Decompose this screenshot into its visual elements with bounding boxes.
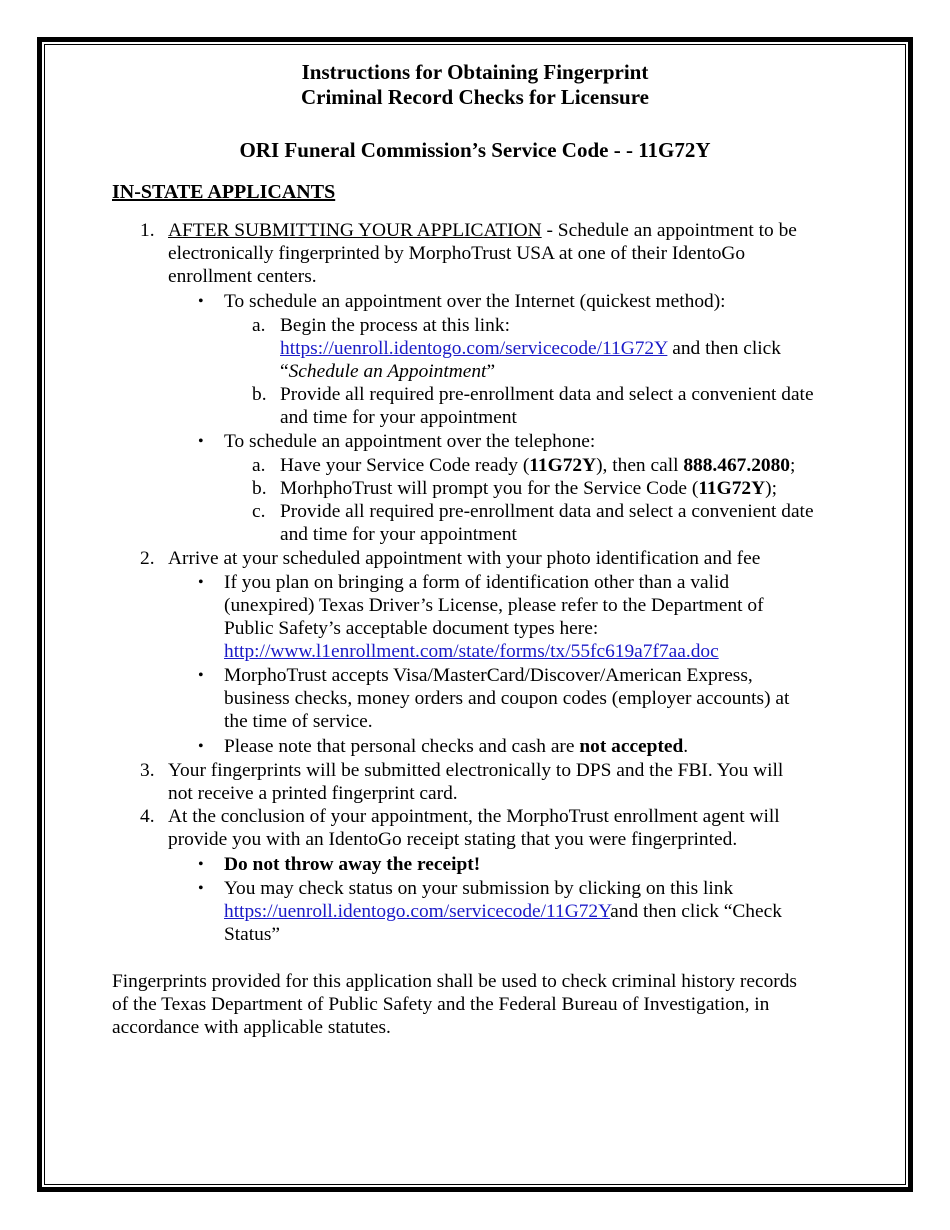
subitem-internet-b-line2: and time for your appointment: [280, 407, 517, 428]
bullet-internet: To schedule an appointment over the Internet (quickest method):: [224, 291, 726, 312]
bullet-check-status-line3: Status”: [224, 924, 281, 945]
subitem-phone-b: MorhphoTrust will prompt you for the Service Code (11G72Y);: [280, 478, 777, 499]
subitem-letter: a.: [252, 315, 266, 336]
step-number: 1.: [140, 220, 155, 241]
step-number: 3.: [140, 760, 155, 781]
step-2-line1: Arrive at your scheduled appointment with your photo identification and fee: [168, 548, 761, 569]
step-4-line2: provide you with an IdentoGo receipt stating that you were fingerprinted.: [168, 829, 738, 850]
subitem-letter: c.: [252, 501, 266, 522]
subitem-internet-a-line2: https://uenroll.identogo.com/servicecode/11G72Y and then click: [280, 338, 781, 359]
subitem-internet-a-line3: “Schedule an Appointment”: [280, 361, 496, 382]
service-code: 11G72Y: [698, 478, 766, 499]
subitem-phone-c-line1: Provide all required pre-enrollment data and select a convenient date: [280, 501, 814, 522]
section-heading-in-state: IN-STATE APPLICANTS: [112, 181, 336, 203]
bullet-icon: •: [198, 880, 204, 897]
step-3-line1: Your fingerprints will be submitted electronically to DPS and the FBI. You will: [168, 760, 784, 781]
step-4-line1: At the conclusion of your appointment, the MorphoTrust enrollment agent will: [168, 806, 780, 827]
bullet-id-line4: [224, 640, 719, 663]
service-code-heading: ORI Funeral Commission’s Service Code - - 11G72Y: [239, 138, 711, 162]
bullet-icon: •: [198, 856, 204, 873]
bullet-icon: •: [198, 667, 204, 684]
bullet-check-status-line2: https://uenroll.identogo.com/servicecode/11G72Yand then click “Check: [224, 901, 782, 922]
footer-line1: Fingerprints provided for this application shall be used to check criminal history records: [112, 971, 797, 992]
bullet-payment-line3: the time of service.: [224, 711, 373, 732]
bullet-payment-line1: MorphoTrust accepts Visa/MasterCard/Discover/American Express,: [224, 665, 753, 686]
bullet-icon: •: [198, 574, 204, 591]
schedule-appointment-label: Schedule an Appointment: [288, 361, 487, 382]
step-1-line3: enrollment centers.: [168, 266, 317, 287]
subitem-phone-a: Have your Service Code ready (11G72Y), then call 888.467.2080;: [280, 455, 796, 476]
step-number: 2.: [140, 548, 155, 569]
phone-number: 888.467.2080: [683, 455, 790, 476]
footer-line3: accordance with applicable statutes.: [112, 1017, 391, 1038]
bullet-id-line2: (unexpired) Texas Driver’s License, please refer to the Department of: [224, 595, 764, 616]
bullet-payment-line2: business checks, money orders and coupon codes (employer accounts) at: [224, 688, 790, 709]
subitem-internet-a-line1: Begin the process at this link:: [280, 315, 510, 336]
step-1-line1: AFTER SUBMITTING YOUR APPLICATION - Schedule an appointment to be: [168, 220, 797, 241]
subitem-internet-b-line1: Provide all required pre-enrollment data and select a convenient date: [280, 384, 814, 405]
bullet-icon: •: [198, 738, 204, 755]
footer-line2: of the Texas Department of Public Safety and the Federal Bureau of Investigation, in: [112, 994, 770, 1015]
check-status-link[interactable]: https://uenroll.identogo.com/servicecode/11G72Y: [224, 901, 611, 922]
service-code: 11G72Y: [529, 455, 597, 476]
step-1-line2: electronically fingerprinted by MorphoTrust USA at one of their IdentoGo: [168, 243, 746, 264]
bullet-not-accepted: Please note that personal checks and cash are not accepted.: [224, 736, 689, 757]
subitem-letter: a.: [252, 455, 266, 476]
schedule-appointment-link[interactable]: https://uenroll.identogo.com/servicecode/11G72Y: [280, 338, 668, 359]
subitem-letter: b.: [252, 384, 267, 405]
step-1-lead: AFTER SUBMITTING YOUR APPLICATION: [168, 220, 542, 241]
step-3-line2: not receive a printed fingerprint card.: [168, 783, 458, 804]
step-number: 4.: [140, 806, 155, 827]
subitem-phone-c-line2: and time for your appointment: [280, 524, 517, 545]
bullet-telephone: To schedule an appointment over the telephone:: [224, 431, 596, 452]
subitem-letter: b.: [252, 478, 267, 499]
bullet-keep-receipt: Do not throw away the receipt!: [224, 854, 481, 875]
bullet-icon: •: [198, 293, 204, 310]
bullet-icon: •: [198, 433, 204, 450]
bullet-check-status-line1: You may check status on your submission by clicking on this link: [224, 878, 734, 899]
document-title-line1: Instructions for Obtaining Fingerprint: [301, 60, 649, 84]
document-title-line2: Criminal Record Checks for Licensure: [300, 85, 650, 109]
bullet-id-line3: Public Safety’s acceptable document types here:: [224, 618, 599, 639]
bullet-id-line1: If you plan on bringing a form of identification other than a valid: [224, 572, 730, 593]
acceptable-documents-link[interactable]: http://www.l1enrollment.com/state/forms/tx/55fc619a7f7aa.doc: [224, 641, 719, 662]
